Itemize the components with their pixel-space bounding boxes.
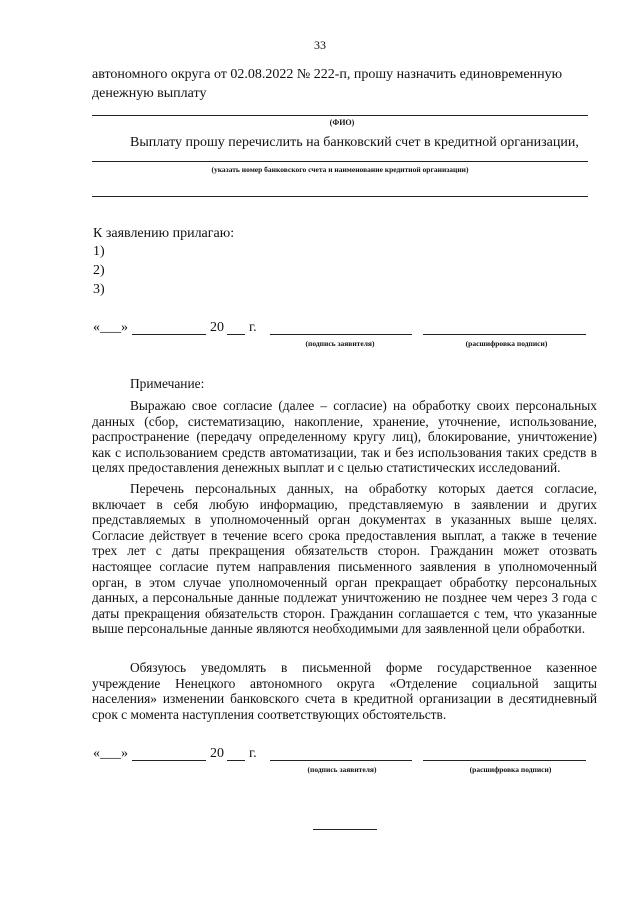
date-year-prefix: 20 bbox=[210, 320, 224, 335]
intro-line-1: автономного округа от 02.08.2022 № 222-п, прошу назначить единовременную bbox=[92, 67, 563, 82]
date-year-prefix: 20 bbox=[210, 746, 224, 761]
end-divider bbox=[313, 829, 377, 830]
date-month-line bbox=[132, 334, 206, 335]
fio-line bbox=[92, 115, 588, 116]
signature-caption: (подпись заявителя) bbox=[305, 339, 375, 348]
attachment-item: 1) bbox=[93, 244, 105, 259]
date-year-suffix: г. bbox=[249, 746, 257, 761]
account-line-2 bbox=[92, 196, 588, 197]
payment-request-line: Выплату прошу перечислить на банковский счет в кредитной организации, bbox=[130, 135, 579, 150]
note-heading: Примечание: bbox=[130, 376, 205, 391]
note-paragraph-1: Выражаю свое согласие (далее – согласие) на обработку своих персональных данных (сбор, систематизацию, накопление, хранение, уточнение, использование, распространение (передачу определенному кругу лиц), блокирование, уничтожение) как с использованием средств автоматизации, так и без использования таких средств в целях предоставления денежных выплат и с целью статистических исследований. bbox=[92, 398, 597, 476]
signature-line bbox=[270, 334, 412, 335]
decoding-caption: (расшифровка подписи) bbox=[465, 339, 548, 348]
page-number: 33 bbox=[314, 38, 326, 52]
decoding-line bbox=[423, 760, 586, 761]
account-line bbox=[92, 161, 588, 162]
date-year-line bbox=[227, 760, 245, 761]
note-paragraph-3: Обязуюсь уведомлять в письменной форме государственное казенное учреждение Ненецкого автономного округа «Отделение социальной защиты населения» изменении банковского счета в кредитной организации в десятидневный срок с момента наступления соответствующих обстоятельств. bbox=[92, 660, 597, 722]
signature-line bbox=[270, 760, 412, 761]
attachments-heading: К заявлению прилагаю: bbox=[93, 226, 235, 241]
note-paragraph-2: Перечень персональных данных, на обработку которых дается согласие, включает в себя любую информацию, представляемую в заявлении и других представляемых в уполномоченный орган документах в указанных выше целях. Согласие действует в течение всего срока предоставления выплат, а также в течение трех лет с даты прекращения обязательств сторон. Гражданин может отозвать настоящее согласие путем направления письменного заявления в уполномоченный орган, в этом случае уполномоченный орган прекращает обработку персональных данных, а персональные данные подлежат уничтожению не позднее чем через 3 года с даты прекращения обязательств сторон. Гражданин соглашается с тем, что указанные выше персональные данные являются необходимыми для заявленной цели обработки. bbox=[92, 481, 597, 637]
fio-caption: (ФИО) bbox=[329, 118, 355, 127]
account-caption: (указать номер банковского счета и наименование кредитной организации) bbox=[211, 165, 469, 174]
date-day: «___» bbox=[93, 320, 128, 335]
decoding-line bbox=[423, 334, 586, 335]
signature-caption: (подпись заявителя) bbox=[307, 765, 377, 774]
date-month-line bbox=[132, 760, 206, 761]
intro-line-2: денежную выплату bbox=[92, 86, 207, 101]
attachment-item: 3) bbox=[93, 282, 105, 297]
attachment-item: 2) bbox=[93, 263, 105, 278]
date-day: «___» bbox=[93, 746, 128, 761]
decoding-caption: (расшифровка подписи) bbox=[469, 765, 552, 774]
date-year-suffix: г. bbox=[249, 320, 257, 335]
date-year-line bbox=[227, 334, 245, 335]
